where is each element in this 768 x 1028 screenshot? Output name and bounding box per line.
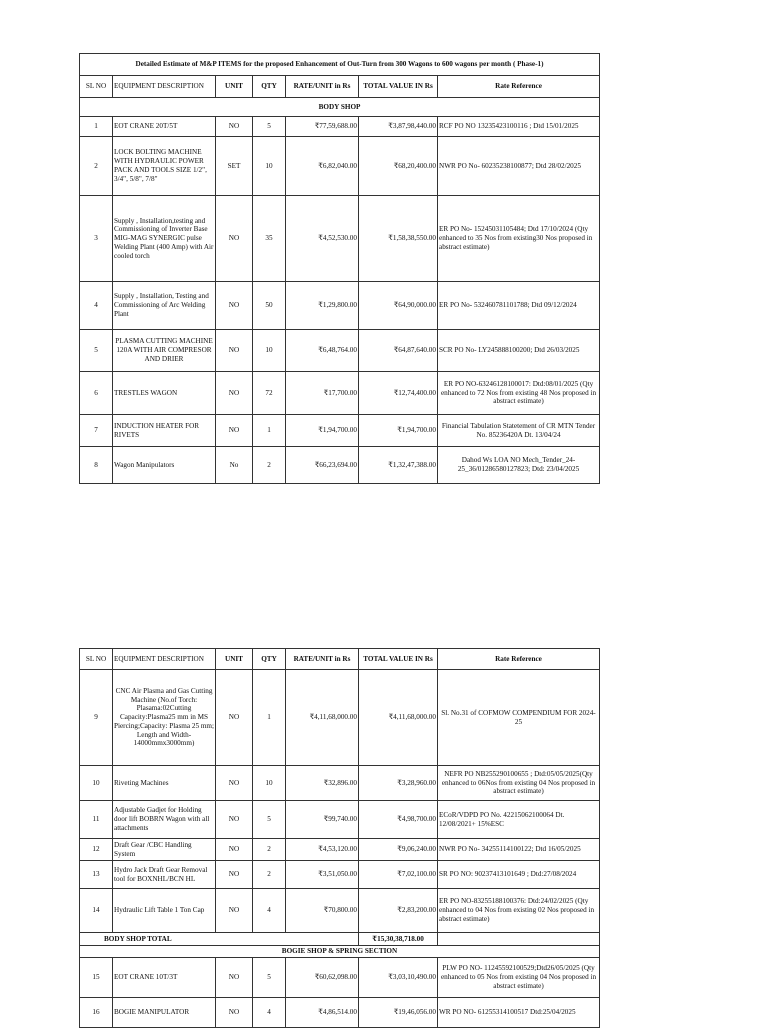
row-reference: ECoR/VDPD PO No. 42215062100064 Dt. 12/08/2021+ 15%ESC xyxy=(438,801,600,839)
row-description: Supply , Installation,testing and Commissioning of Inverter Base MIG-MAG SYNERGIC pulse Welding Plant (400 Amp) with Air cooled torch xyxy=(113,196,216,282)
row-total: ₹7,02,100.00 xyxy=(359,861,438,889)
body-shop-total-row xyxy=(80,933,600,946)
header-sl-no: SL NO xyxy=(80,76,113,98)
row-description: BOGIE MANIPULATOR xyxy=(113,998,216,1028)
table-row xyxy=(80,766,600,801)
table-row xyxy=(80,889,600,933)
row-qty: 72 xyxy=(253,372,286,415)
row-rate: ₹66,23,694.00 xyxy=(286,447,359,484)
empty-cell xyxy=(438,933,600,946)
row-rate: ₹99,740.00 xyxy=(286,801,359,839)
row-total: ₹19,46,056.00 xyxy=(359,998,438,1028)
row-total: ₹1,32,47,388.00 xyxy=(359,447,438,484)
row-description: Riveting Machines xyxy=(113,766,216,801)
row-rate: ₹60,62,098.00 xyxy=(286,958,359,998)
table-row xyxy=(80,415,600,447)
header-rate: RATE/UNIT in Rs xyxy=(286,76,359,98)
row-description: EOT CRANE 10T/3T xyxy=(113,958,216,998)
row-qty: 1 xyxy=(253,670,286,766)
header-qty: QTY xyxy=(253,76,286,98)
row-unit: SET xyxy=(216,137,253,196)
row-qty: 5 xyxy=(253,958,286,998)
row-sl: 2 xyxy=(80,137,113,196)
header-total: TOTAL VALUE IN Rs xyxy=(359,649,438,670)
row-sl: 8 xyxy=(80,447,113,484)
row-unit: No xyxy=(216,447,253,484)
row-rate: ₹70,800.00 xyxy=(286,889,359,933)
row-reference: Sl. No.31 of COFMOW COMPENDIUM FOR 2024-25 xyxy=(438,670,600,766)
header-unit: UNIT xyxy=(216,76,253,98)
header-description: EQUIPMENT DESCRIPTION xyxy=(113,76,216,98)
row-total: ₹4,98,700.00 xyxy=(359,801,438,839)
row-description: Hydro Jack Draft Gear Removal tool for BOXNHL/BCN HL xyxy=(113,861,216,889)
row-total: ₹2,83,200.00 xyxy=(359,889,438,933)
body-shop-total-label: BODY SHOP TOTAL xyxy=(80,933,359,946)
row-reference: NEFR PO NB255290100655 ; Dtd:05/05/2025(Qty enhanced to 06Nos from existing 04 Nos proposed in abstract estimate) xyxy=(438,766,600,801)
row-total: ₹3,03,10,490.00 xyxy=(359,958,438,998)
row-rate: ₹77,59,688.00 xyxy=(286,117,359,137)
header-rate-reference: Rate Reference xyxy=(438,649,600,670)
section-bogie-shop: BOGIE SHOP & SPRING SECTION xyxy=(80,946,600,958)
row-qty: 2 xyxy=(253,447,286,484)
row-qty: 10 xyxy=(253,766,286,801)
row-sl: 9 xyxy=(80,670,113,766)
row-total: ₹3,28,960.00 xyxy=(359,766,438,801)
table-row xyxy=(80,998,600,1028)
row-sl: 10 xyxy=(80,766,113,801)
row-reference: NWR PO No- 60235238100877; Dtd 28/02/2025 xyxy=(438,137,600,196)
row-qty: 4 xyxy=(253,998,286,1028)
row-description: CNC Air Plasma and Gas Cutting Machine (No.of Torch: Plasama:02Cutting Capacity:Plasma25 mm in MS Piercing;Capacity: Plasma 25 mm; Length and Width-14000mmx3000mm) xyxy=(113,670,216,766)
row-sl: 15 xyxy=(80,958,113,998)
row-rate: ₹3,51,050.00 xyxy=(286,861,359,889)
row-description: TRESTLES WAGON xyxy=(113,372,216,415)
row-unit: NO xyxy=(216,839,253,861)
row-total: ₹68,20,400.00 xyxy=(359,137,438,196)
row-unit: NO xyxy=(216,372,253,415)
row-description: Adjustable Gadjet for Holding door lift BOBRN Wagon with all attachments xyxy=(113,801,216,839)
header-rate: RATE/UNIT in Rs xyxy=(286,649,359,670)
estimate-table-page-2 xyxy=(79,648,600,1028)
row-total: ₹1,58,38,550.00 xyxy=(359,196,438,282)
row-sl: 12 xyxy=(80,839,113,861)
table-row xyxy=(80,447,600,484)
table-row xyxy=(80,137,600,196)
row-unit: NO xyxy=(216,282,253,330)
document-title: Detailed Estimate of M&P ITEMS for the proposed Enhancement of Out-Turn from 300 Wagons to 600 wagons per month ( Phase-1) xyxy=(80,54,600,76)
row-sl: 7 xyxy=(80,415,113,447)
row-reference: ER PO NO-63246128100017: Dtd:08/01/2025 (Qty enhanced to 72 Nos from existing 48 Nos proposed in abstract estimate) xyxy=(438,372,600,415)
row-unit: NO xyxy=(216,330,253,372)
row-unit: NO xyxy=(216,889,253,933)
row-unit: NO xyxy=(216,670,253,766)
row-unit: NO xyxy=(216,415,253,447)
row-rate: ₹1,94,700.00 xyxy=(286,415,359,447)
row-description: LOCK BOLTING MACHINE WITH HYDRAULIC POWER PACK AND TOOLS SIZE 1/2", 3/4", 5/8", 7/8" xyxy=(113,137,216,196)
row-rate: ₹4,11,68,000.00 xyxy=(286,670,359,766)
row-rate: ₹4,86,514.00 xyxy=(286,998,359,1028)
row-reference: SCR PO No- LY245888100200; Dtd 26/03/2025 xyxy=(438,330,600,372)
estimate-table-page-1 xyxy=(79,53,600,484)
row-description: PLASMA CUTTING MACHINE 120A WITH AIR COMPRESOR AND DRIER xyxy=(113,330,216,372)
row-rate: ₹4,52,530.00 xyxy=(286,196,359,282)
row-qty: 4 xyxy=(253,889,286,933)
table-row xyxy=(80,801,600,839)
header-qty: QTY xyxy=(253,649,286,670)
section-body-shop: BODY SHOP xyxy=(80,98,600,117)
table-row xyxy=(80,372,600,415)
row-sl: 11 xyxy=(80,801,113,839)
header-total: TOTAL VALUE IN Rs xyxy=(359,76,438,98)
row-sl: 14 xyxy=(80,889,113,933)
row-rate: ₹32,896.00 xyxy=(286,766,359,801)
row-description: Draft Gear /CBC Handling System xyxy=(113,839,216,861)
row-unit: NO xyxy=(216,196,253,282)
table-row xyxy=(80,282,600,330)
row-qty: 1 xyxy=(253,415,286,447)
row-qty: 5 xyxy=(253,117,286,137)
row-unit: NO xyxy=(216,958,253,998)
row-description: EOT CRANE 20T/5T xyxy=(113,117,216,137)
row-reference: ER PO No- 15245031105484; Dtd 17/10/2024 (Qty enhanced to 35 Nos from existing30 Nos proposed in abstract estimate) xyxy=(438,196,600,282)
row-sl: 16 xyxy=(80,998,113,1028)
row-rate: ₹6,82,040.00 xyxy=(286,137,359,196)
header-rate-reference: Rate Reference xyxy=(438,76,600,98)
row-description: Supply , Installation, Testing and Commissioning of Arc Welding Plant xyxy=(113,282,216,330)
body-shop-total-value: ₹15,30,38,718.00 xyxy=(359,933,438,946)
row-total: ₹64,90,000.00 xyxy=(359,282,438,330)
row-total: ₹12,74,400.00 xyxy=(359,372,438,415)
row-sl: 3 xyxy=(80,196,113,282)
row-unit: NO xyxy=(216,117,253,137)
row-reference: RCF PO NO 13235423100116 ; Dtd 15/01/2025 xyxy=(438,117,600,137)
row-rate: ₹6,48,764.00 xyxy=(286,330,359,372)
table-row xyxy=(80,117,600,137)
row-sl: 5 xyxy=(80,330,113,372)
row-rate: ₹1,29,800.00 xyxy=(286,282,359,330)
header-sl-no: SL NO xyxy=(80,649,113,670)
row-description: Wagon Manipulators xyxy=(113,447,216,484)
row-reference: ER PO NO-83255188100376: Dtd:24/02/2025 (Qty enhanced to 04 Nos from existing 02 Nos proposed in abstract estimate) xyxy=(438,889,600,933)
header-description: EQUIPMENT DESCRIPTION xyxy=(113,649,216,670)
row-total: ₹9,06,240.00 xyxy=(359,839,438,861)
table-row xyxy=(80,330,600,372)
row-total: ₹4,11,68,000.00 xyxy=(359,670,438,766)
row-description: INDUCTION HEATER FOR RIVETS xyxy=(113,415,216,447)
row-sl: 13 xyxy=(80,861,113,889)
row-rate: ₹17,700.00 xyxy=(286,372,359,415)
row-reference: SR PO NO: 90237413101649 ; Dtd:27/08/2024 xyxy=(438,861,600,889)
row-reference: Financial Tabulation Statetement of CR MTN Tender No. 85236420A Dt. 13/04/24 xyxy=(438,415,600,447)
row-sl: 4 xyxy=(80,282,113,330)
table-row xyxy=(80,861,600,889)
row-description: Hydraulic Lift Table 1 Ton Cap xyxy=(113,889,216,933)
row-reference: PLW PO NO- 11245592100529;Dtd26/05/2025 (Qty enhanced to 05 Nos from existing 04 Nos proposed in abstract estimate) xyxy=(438,958,600,998)
row-sl: 6 xyxy=(80,372,113,415)
row-qty: 50 xyxy=(253,282,286,330)
table-row xyxy=(80,670,600,766)
row-reference: Dahod Ws LOA NO Mech_Tender_24-25_36/01286580127823; Dtd: 23/04/2025 xyxy=(438,447,600,484)
row-total: ₹1,94,700.00 xyxy=(359,415,438,447)
header-unit: UNIT xyxy=(216,649,253,670)
row-total: ₹64,87,640.00 xyxy=(359,330,438,372)
row-qty: 10 xyxy=(253,137,286,196)
row-unit: NO xyxy=(216,861,253,889)
row-qty: 2 xyxy=(253,861,286,889)
table-row xyxy=(80,958,600,998)
table-row xyxy=(80,839,600,861)
row-total: ₹3,87,98,440.00 xyxy=(359,117,438,137)
row-qty: 35 xyxy=(253,196,286,282)
row-rate: ₹4,53,120.00 xyxy=(286,839,359,861)
row-qty: 5 xyxy=(253,801,286,839)
row-unit: NO xyxy=(216,801,253,839)
row-reference: ER PO No- 532460781101788; Dtd 09/12/2024 xyxy=(438,282,600,330)
row-reference: NWR PO No- 34255114100122; Dtd 16/05/2025 xyxy=(438,839,600,861)
row-unit: NO xyxy=(216,766,253,801)
row-unit: NO xyxy=(216,998,253,1028)
row-reference: WR PO NO- 61255314100517 Dtd:25/04/2025 xyxy=(438,998,600,1028)
row-qty: 10 xyxy=(253,330,286,372)
table-row xyxy=(80,196,600,282)
row-sl: 1 xyxy=(80,117,113,137)
row-qty: 2 xyxy=(253,839,286,861)
